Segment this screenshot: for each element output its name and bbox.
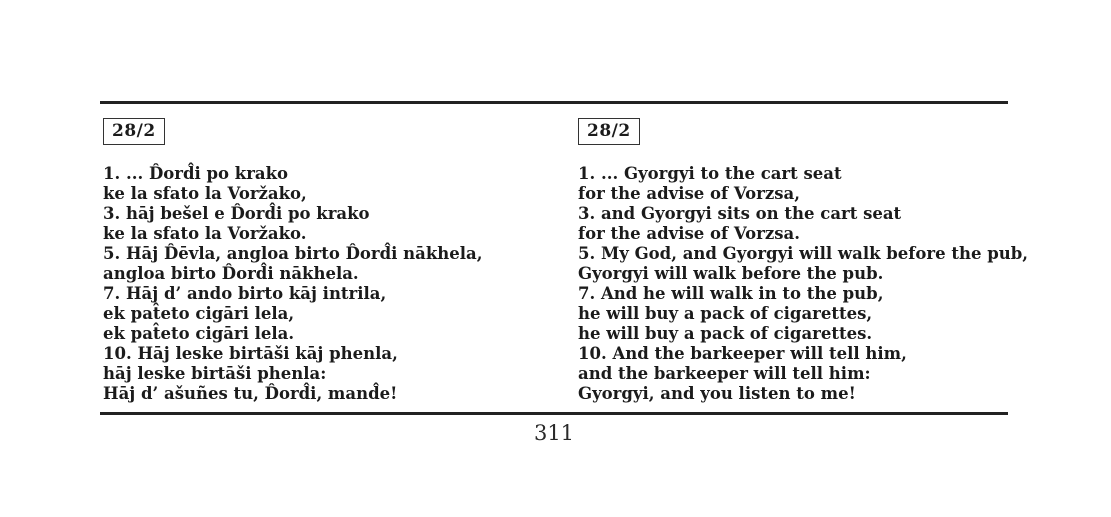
verse-line: Gyorgyi will walk before the pub.	[578, 264, 884, 283]
verse-line: 1. ... D̂ord̂i po krako	[103, 164, 289, 183]
verse-line: for the advise of Vorzsa,	[578, 184, 800, 203]
verse-original	[103, 164, 573, 404]
verse-line: Gyorgyi, and you listen to me!	[578, 384, 856, 403]
verse-line: 10. And the barkeeper will tell him,	[578, 344, 907, 363]
verse-line: 1. ... Gyorgyi to the cart seat	[578, 164, 842, 183]
verse-line: 10. Hāj leske birtāši kāj phenla,	[103, 344, 398, 363]
verse-line: ek pat̂eto cigāri lela,	[103, 304, 295, 323]
verse-line: 3. and Gyorgyi sits on the cart seat	[578, 204, 902, 223]
verse-line: ke la sfato la Voržako.	[103, 224, 307, 243]
verse-line: ek pat̂eto cigāri lela.	[103, 324, 295, 343]
verse-line: he will buy a pack of cigarettes.	[578, 324, 873, 343]
verse-line: 5. Hāj D̂ēvla, angloa birto D̂ord̂i nākhela,	[103, 244, 483, 263]
verse-line: 7. And he will walk in to the pub,	[578, 284, 884, 303]
verse-line: 7. Hāj d’ ando birto kāj intrila,	[103, 284, 387, 303]
top-rule	[100, 101, 1008, 104]
section-number-badge-right: 28/2	[578, 118, 640, 145]
verse-line: he will buy a pack of cigarettes,	[578, 304, 873, 323]
page-number: 311	[533, 421, 575, 445]
verse-column-translation	[578, 118, 1048, 404]
bottom-rule	[100, 412, 1008, 415]
verse-line: and the barkeeper will tell him:	[578, 364, 871, 383]
verse-translation	[578, 164, 1048, 404]
verse-line: hāj leske birtāši phenla:	[103, 364, 327, 383]
section-number-badge-left: 28/2	[103, 118, 165, 145]
verse-line: 5. My God, and Gyorgyi will walk before the pub,	[578, 244, 1029, 263]
verse-line: Hāj d’ ašuñes tu, D̂ord̂i, mand̂e!	[103, 384, 398, 403]
verse-line: for the advise of Vorzsa.	[578, 224, 800, 243]
verse-line: angloa birto D̂ord̂i nākhela.	[103, 264, 359, 283]
verse-column-original	[103, 118, 573, 404]
verse-line: 3. hāj bešel e D̂ord̂i po krako	[103, 204, 370, 223]
verse-line: ke la sfato la Voržako,	[103, 184, 307, 203]
